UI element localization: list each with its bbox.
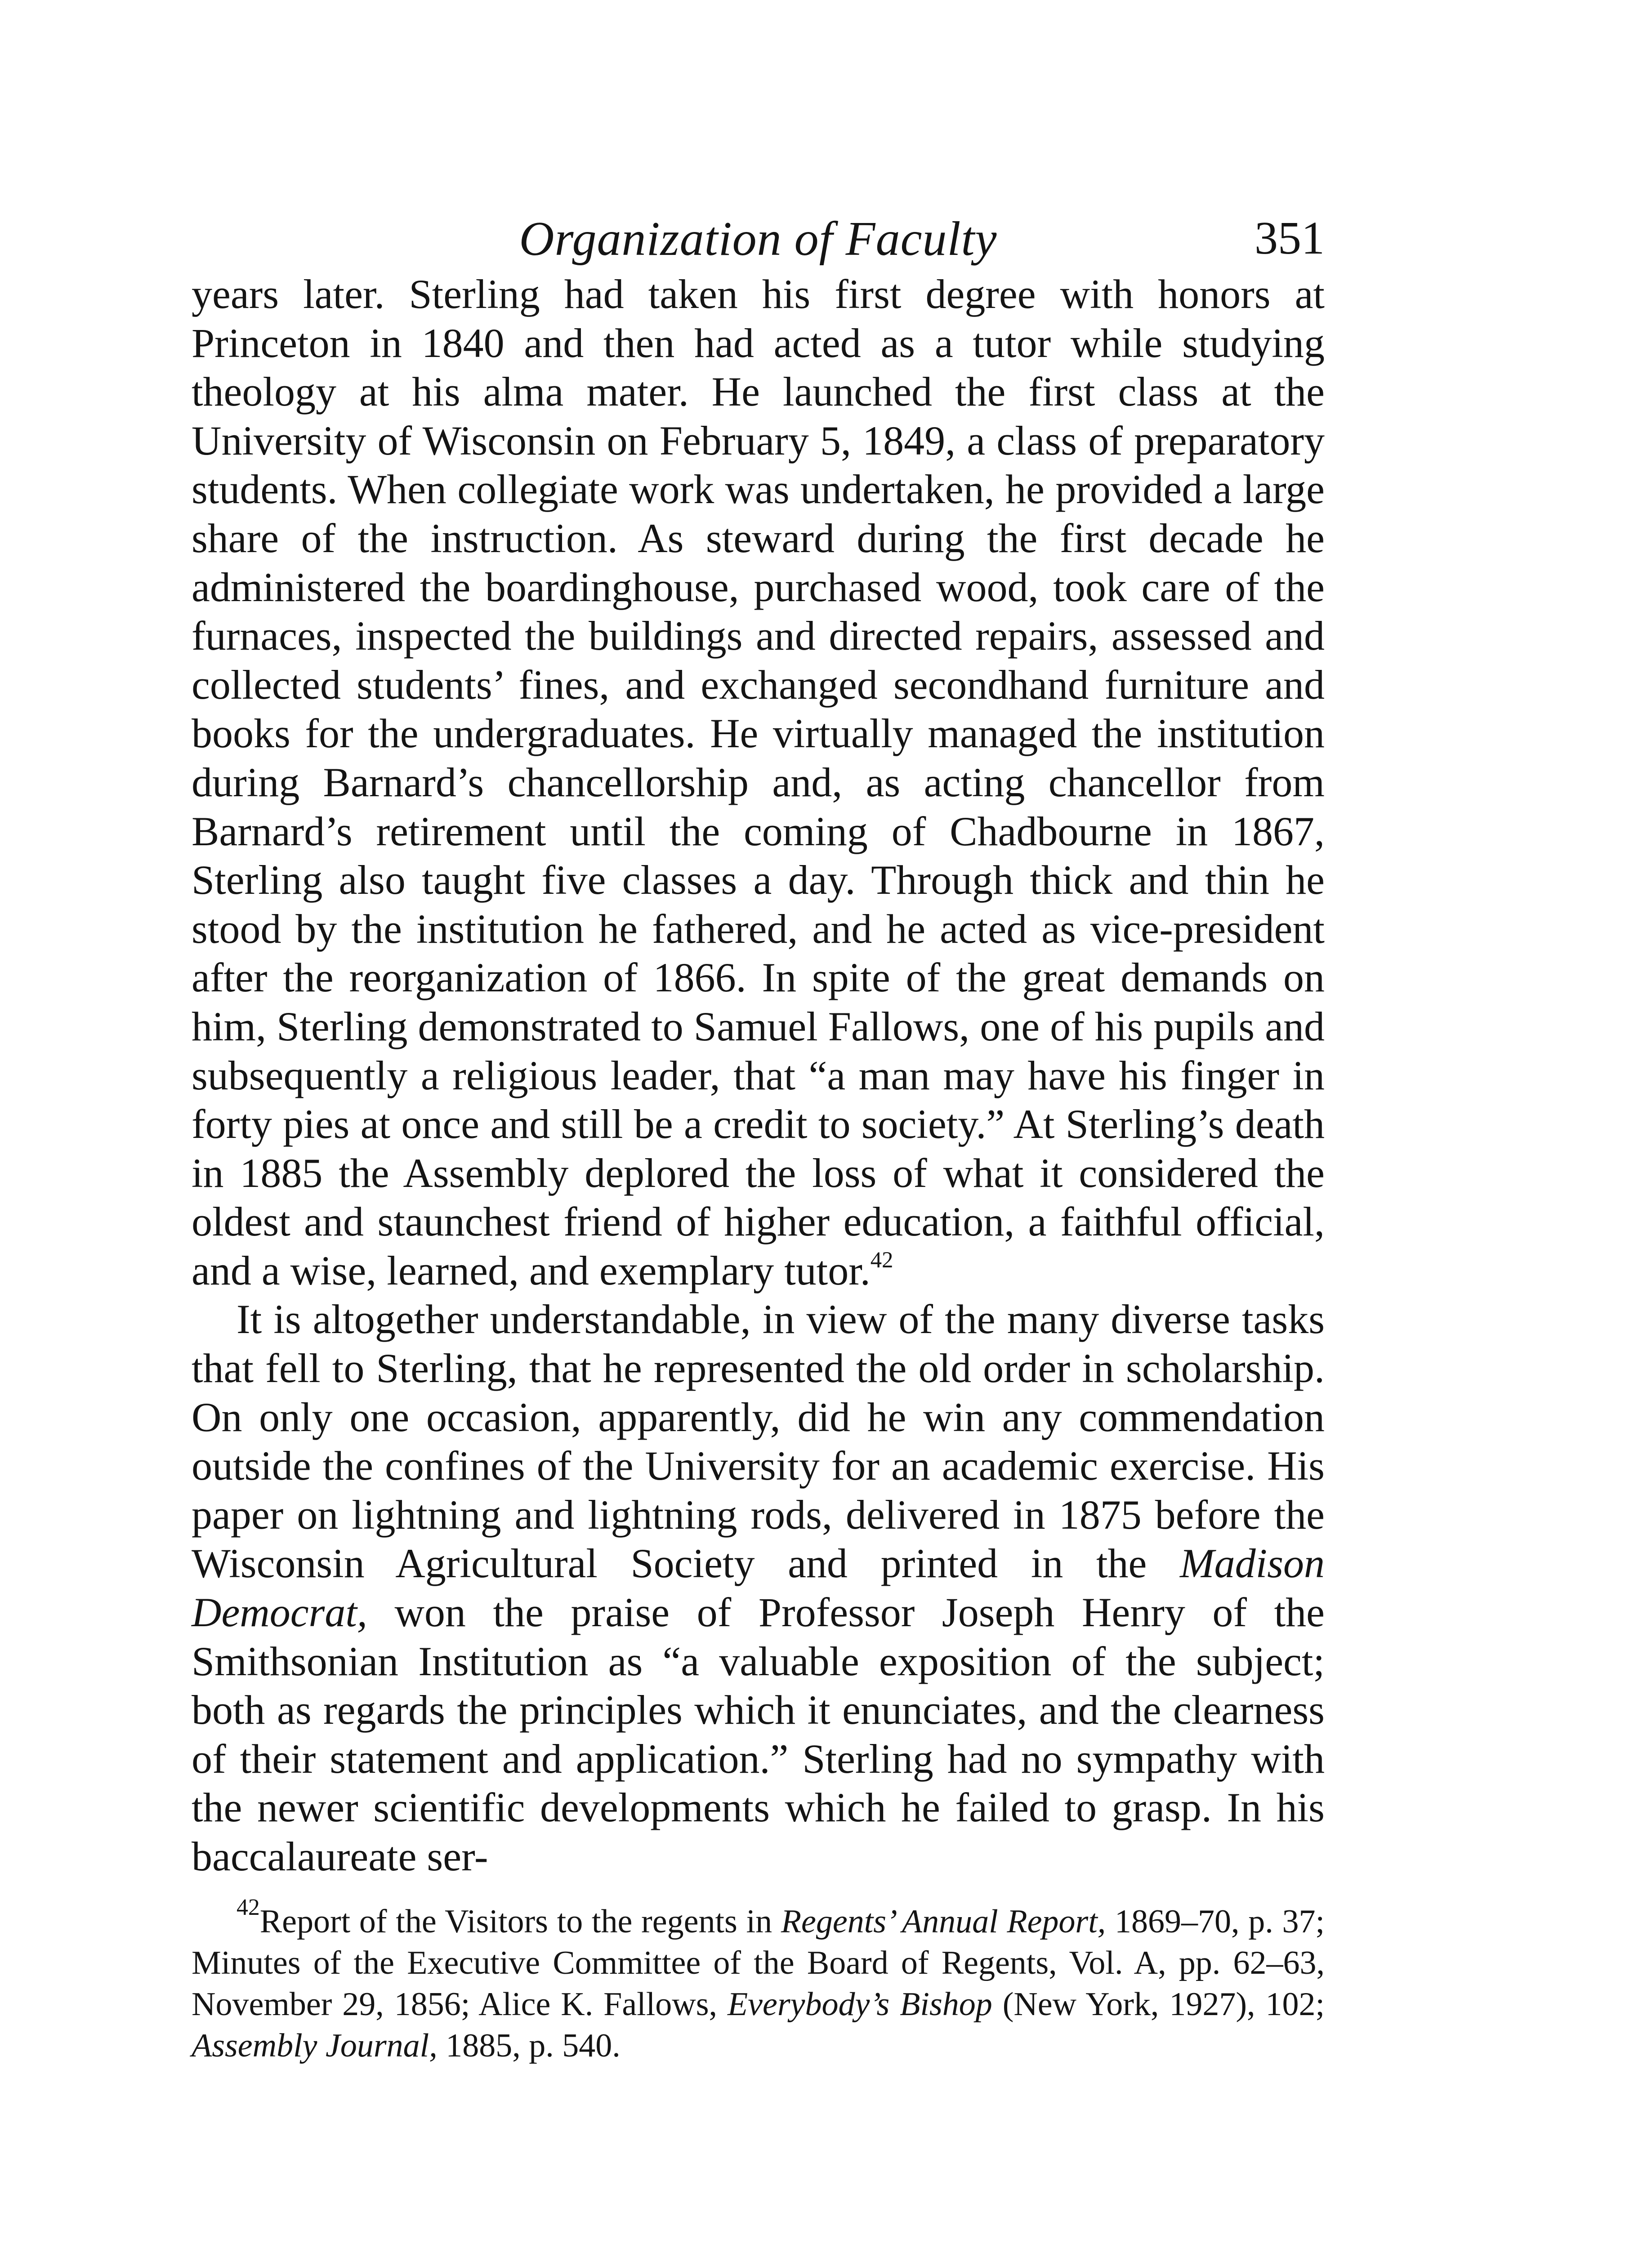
- paragraph-1-text: years later. Sterling had taken his first degree with honors at Princeton in 1840 and then had acted as a tutor while studying theology at his alma mater. He launched the first class at the University of Wisconsin on February 5, 1849, a class of preparatory students. When collegiate work was undertaken, he provided a large share of the instruction. As steward during the first decade he administered the boardinghouse, purchased wood, took care of the furnaces, inspected the buildings and directed repairs, assessed and collected students’ fines, and exchanged secondhand furniture and books for the undergraduates. He virtually managed the institution during Barnard’s chancellorship and, as acting chancellor from Barnard’s retirement until the coming of Chadbourne in 1867, Sterling also taught five classes a day. Through thick and thin he stood by the institution he fathered, and he acted as vice-president after the reorganization of 1866. In spite of the great demands on him, Sterling demonstrated to Samuel Fallows, one of his pupils and subsequently a religious leader, that “a man may have his finger in forty pies at once and still be a credit to society.” At Sterling’s death in 1885 the Assembly deplored the loss of what it considered the oldest and staunchest friend of higher education, a faithful official, and a wise, learned, and exemplary tutor.: [192, 271, 1325, 1293]
- footnote-italic-1: Regents’ Annual Report,: [781, 1903, 1106, 1940]
- running-title: Organization of Faculty: [519, 212, 997, 266]
- page-number: 351: [1255, 212, 1325, 264]
- book-page: [192, 202, 1325, 2066]
- footnote-text-2: 1869–70, p. 37; Minutes of the Executive Committee of the Board of Regents, Vol. A, pp. 62–63, November 29, 1856; Alice K. Fallows,: [192, 1903, 1325, 2023]
- body-text: [192, 270, 1325, 1881]
- footnote-text-1: Report of the Visitors to the regents in: [259, 1903, 772, 1940]
- running-head: [192, 202, 1325, 270]
- footnote-marker: 42: [237, 1894, 260, 1920]
- footnote-42: [192, 1894, 1325, 2066]
- paragraph-1: [192, 270, 1325, 1295]
- footnote-text-4: 1885, p. 540.: [446, 2027, 621, 2064]
- footnote: [192, 1894, 1325, 2066]
- paragraph-2: [192, 1295, 1325, 1881]
- paragraph-2-text-a: It is altogether understandable, in view of the many diverse tasks that fell to Sterling, that he represented the old order in scholarship. On only one occasion, apparently, did he win any commendation outside the confines of the University for an academic exercise. His paper on lightning and lightning rods, delivered in 1875 before the Wisconsin Agricultural Society and printed in the: [192, 1296, 1325, 1587]
- paragraph-2-text-b: won the praise of Professor Joseph Henry of the Smithsonian Institution as “a valuable exposition of the subject; both as regards the principles which it enunciates, and the clearness of their statement and application.” Sterling had no sympathy with the newer scientific developments which he failed to grasp. In his baccalaureate ser-: [192, 1589, 1325, 1879]
- footnote-text-3: (New York, 1927), 102;: [1002, 1985, 1325, 2023]
- footnote-italic-2: Everybody’s Bishop: [727, 1985, 992, 2023]
- footnote-ref-42: 42: [870, 1247, 893, 1272]
- footnote-italic-3: Assembly Journal,: [192, 2027, 438, 2064]
- paragraph-2-italic: Madison Democrat,: [192, 1540, 1325, 1636]
